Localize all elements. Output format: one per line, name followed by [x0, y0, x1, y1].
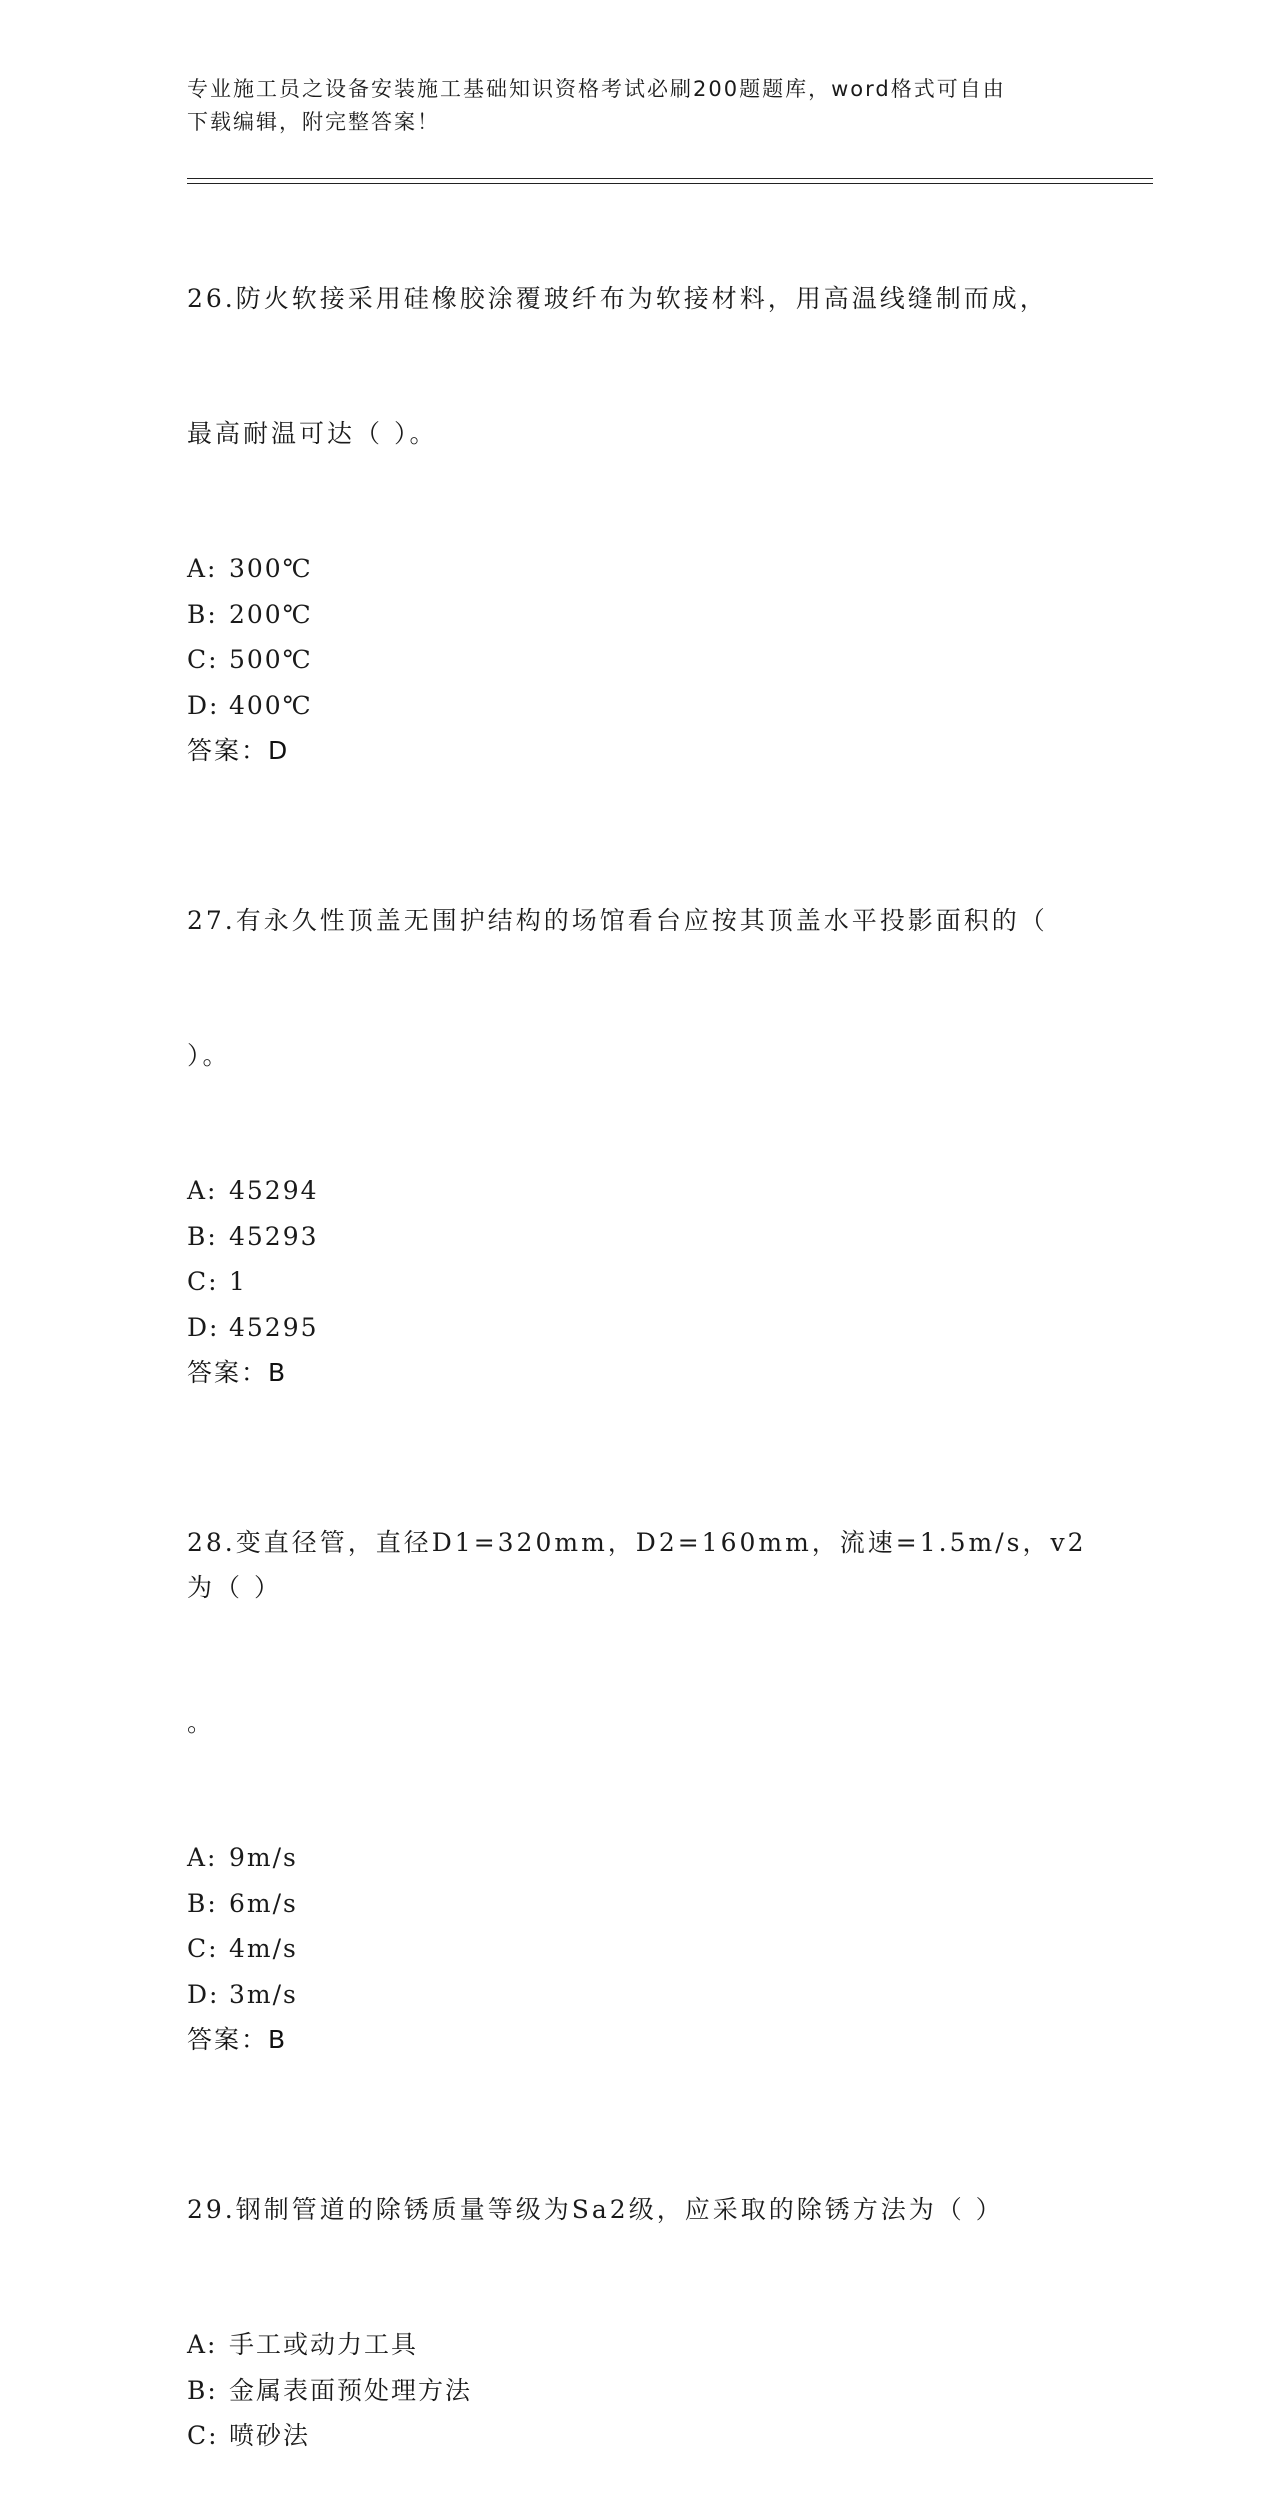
question-26 — [187, 186, 1087, 773]
option-b — [187, 2368, 1087, 2414]
option-text: 45294 — [229, 1176, 319, 1205]
stem-line: 27.有永久性顶盖无围护结构的场馆看台应按其顶盖水平投影面积的（ — [187, 906, 1048, 935]
option-a — [187, 2322, 1087, 2368]
option-text: 45295 — [229, 1312, 319, 1342]
option-key: A: — [187, 554, 218, 583]
option-c — [187, 637, 1087, 683]
option-c — [187, 2413, 1087, 2459]
header-divider-top — [187, 178, 1153, 179]
header-line-2: 下载编辑，附完整答案！ — [187, 110, 440, 134]
question-28 — [187, 1430, 1087, 2062]
option-text: 手工或动力工具 — [229, 2330, 419, 2359]
question-stem — [187, 808, 1087, 1168]
option-key: B: — [187, 1888, 218, 1918]
stem-line: ）。 — [187, 1041, 231, 1070]
question-stem — [187, 186, 1087, 546]
stem-line: 29.钢制管道的除锈质量等级为Sa2级，应采取的除锈方法为（ ） — [187, 2195, 1004, 2224]
option-text: 金属表面预处理方法 — [229, 2375, 473, 2405]
option-text: 9m/s — [229, 1843, 298, 1872]
option-key: D: — [187, 1979, 220, 2009]
question-27 — [187, 808, 1087, 1395]
option-a — [187, 546, 1087, 592]
answer-line — [187, 728, 1087, 773]
answer-line — [187, 2017, 1087, 2062]
stem-line: 28.变直径管，直径D1=320mm，D2=160mm，流速=1.5m/s，v2为（ ） — [187, 1528, 1087, 1602]
question-29 — [187, 2097, 1087, 2459]
option-b — [187, 1881, 1087, 1927]
option-key: A: — [187, 1843, 218, 1872]
option-key: A: — [187, 2330, 218, 2359]
option-text: 喷砂法 — [229, 2421, 311, 2450]
option-text: 300℃ — [229, 554, 313, 583]
option-c — [187, 1259, 1087, 1305]
answer-value: D — [268, 736, 290, 765]
option-key: C: — [187, 1267, 219, 1296]
option-key: C: — [187, 2421, 219, 2450]
option-text: 200℃ — [229, 599, 313, 629]
option-key: D: — [187, 1312, 220, 1342]
option-a — [187, 1835, 1087, 1881]
question-list — [187, 186, 1087, 2494]
question-stem — [187, 1430, 1087, 1835]
answer-line — [187, 1350, 1087, 1395]
answer-label: 答案： — [187, 736, 269, 765]
option-text: 6m/s — [229, 1888, 298, 1918]
option-text: 400℃ — [229, 690, 313, 720]
option-text: 3m/s — [229, 1979, 298, 2009]
option-key: B: — [187, 2375, 218, 2405]
option-key: B: — [187, 1221, 218, 1251]
stem-line: 最高耐温可达（ ）。 — [187, 419, 438, 448]
answer-value: B — [268, 2025, 288, 2054]
option-text: 500℃ — [229, 645, 313, 674]
answer-label: 答案： — [187, 1358, 269, 1387]
option-d — [187, 1305, 1087, 1351]
option-key: C: — [187, 1934, 219, 1963]
header-line-1: 专业施工员之设备安装施工基础知识资格考试必刷200题题库，word格式可自由 — [187, 77, 1006, 101]
answer-value: B — [268, 1358, 288, 1387]
option-key: D: — [187, 690, 220, 720]
option-c — [187, 1926, 1087, 1972]
option-d — [187, 1972, 1087, 2018]
option-b — [187, 1214, 1087, 1260]
header-divider-bottom — [187, 183, 1153, 184]
option-text: 1 — [229, 1267, 247, 1296]
option-key: C: — [187, 645, 219, 674]
question-stem — [187, 2097, 1087, 2322]
option-b — [187, 592, 1087, 638]
option-a — [187, 1168, 1087, 1214]
option-text: 45293 — [229, 1221, 319, 1251]
option-text: 4m/s — [229, 1934, 298, 1963]
stem-line: 26.防火软接采用硅橡胶涂覆玻纤布为软接材料，用高温线缝制而成， — [187, 284, 1048, 313]
option-d — [187, 683, 1087, 729]
option-key: A: — [187, 1176, 218, 1205]
stem-line: 。 — [187, 1708, 216, 1737]
answer-label: 答案： — [187, 2025, 269, 2054]
document-header — [187, 73, 1067, 139]
option-key: B: — [187, 599, 218, 629]
